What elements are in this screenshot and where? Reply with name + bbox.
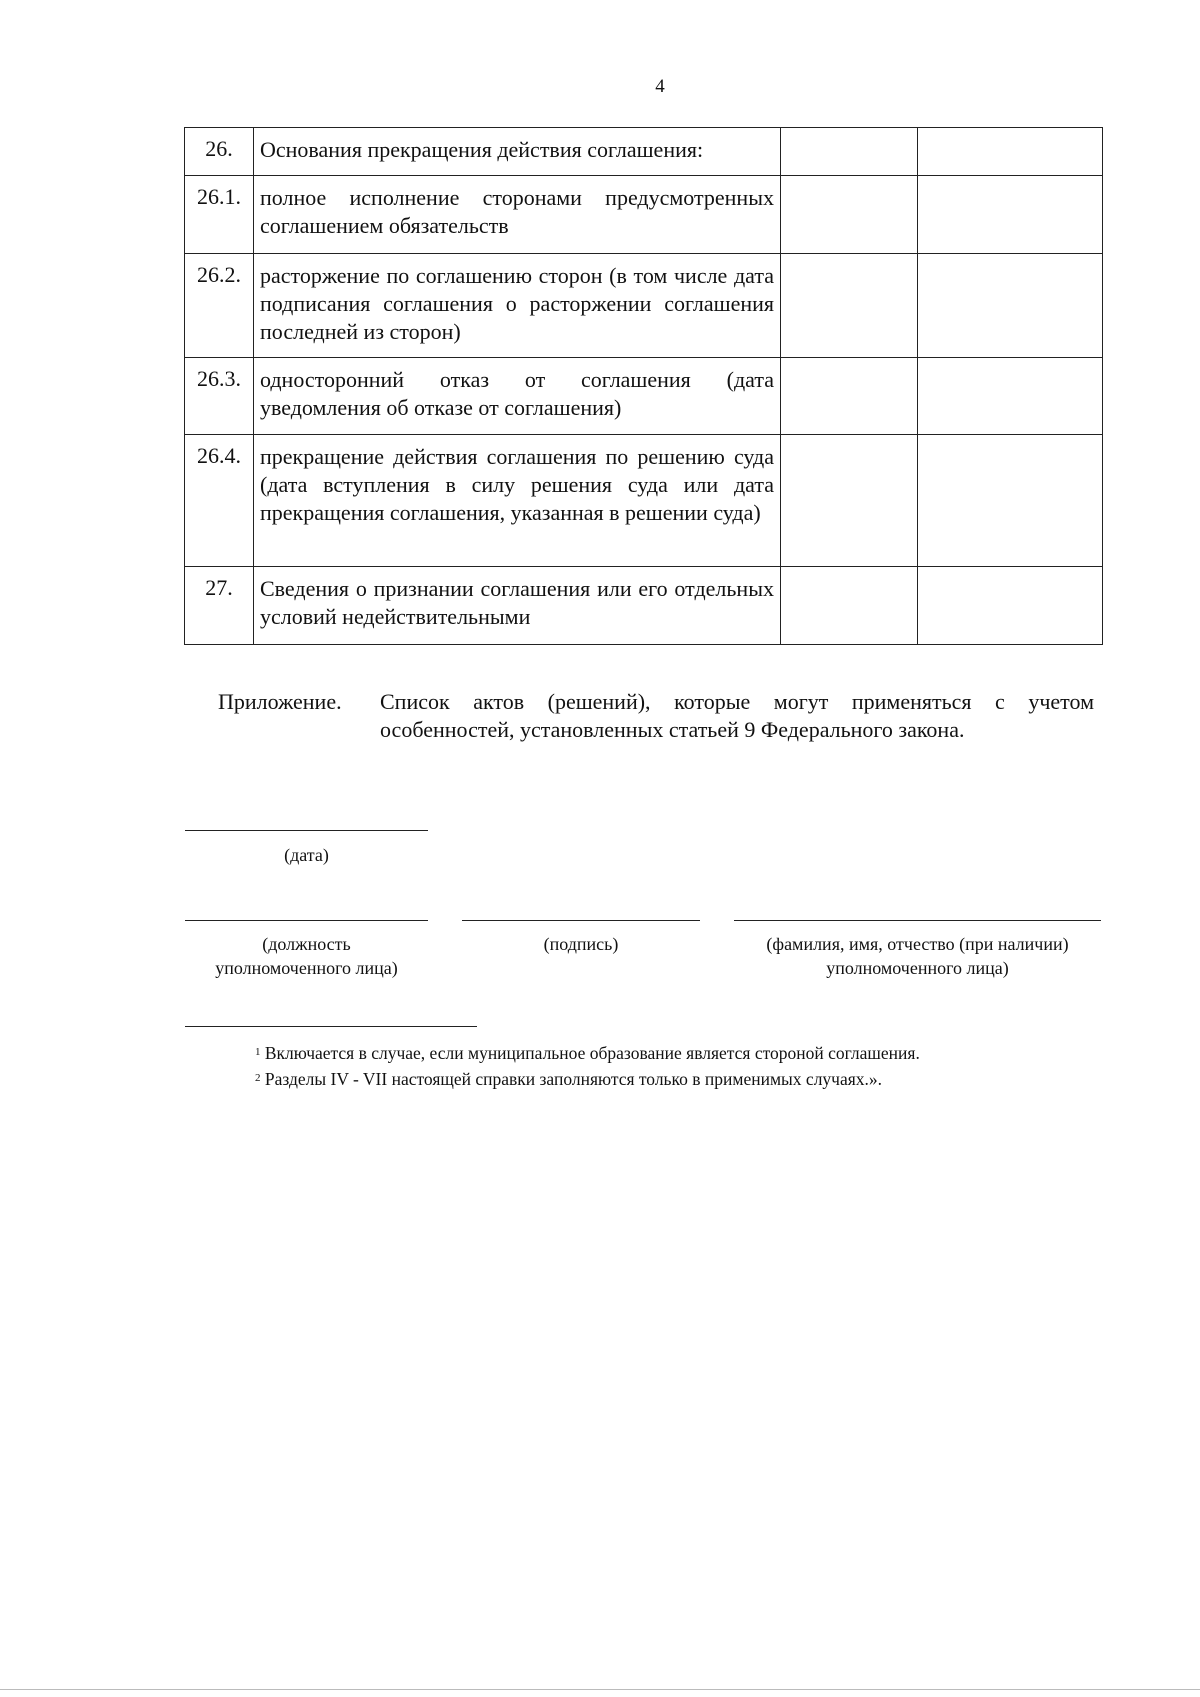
empty-cell (781, 435, 918, 567)
table-row (185, 435, 1103, 567)
empty-cell (781, 254, 918, 358)
row-description: односторонний отказ от соглашения (дата уведомления об отказе от соглашения) (254, 358, 781, 435)
row-description: Сведения о признании соглашения или его отдельных условий недействительными (254, 567, 781, 645)
footnote-mark: 2 (255, 1072, 261, 1084)
position-line (185, 920, 428, 921)
appendix-text: Список актов (решений), которые могут применяться с учетом особенностей, установленных статьей 9 Федерального закона. (380, 689, 1094, 742)
name-caption (734, 932, 1101, 980)
empty-cell (918, 254, 1103, 358)
agreement-termination-table (184, 127, 1103, 645)
empty-cell (781, 128, 918, 176)
position-caption-line-1: (должность (262, 934, 351, 954)
row-number: 26. (185, 128, 254, 176)
empty-cell (918, 128, 1103, 176)
date-caption: (дата) (284, 845, 329, 865)
footnote-text: Включается в случае, если муниципальное образование является стороной соглашения. (264, 1043, 920, 1063)
row-description: расторжение по соглашению сторон (в том числе дата подписания соглашения о расторжении соглашения последней из сторон) (254, 254, 781, 358)
row-number: 26.3. (185, 358, 254, 435)
table-row (185, 567, 1103, 645)
footnote-text: Разделы IV - VII настоящей справки заполняются только в применимых случаях.». (264, 1069, 883, 1089)
page-edge (0, 1689, 1200, 1690)
table-row (185, 254, 1103, 358)
empty-cell (781, 567, 918, 645)
appendix-label: Приложение. (218, 689, 342, 714)
table-row (185, 128, 1103, 176)
empty-cell (781, 176, 918, 254)
row-number: 26.2. (185, 254, 254, 358)
footnote-1 (255, 1040, 920, 1066)
signature-line (462, 920, 700, 921)
appendix-note (218, 688, 1094, 744)
name-caption-line-1: (фамилия, имя, отчество (при наличии) (766, 934, 1069, 954)
empty-cell (918, 358, 1103, 435)
position-caption (185, 932, 428, 980)
signature-caption: (подпись) (543, 934, 619, 954)
date-line (185, 830, 428, 831)
name-caption-line-2: уполномоченного лица) (826, 958, 1009, 978)
footnote-2 (255, 1066, 920, 1092)
row-number: 26.1. (185, 176, 254, 254)
row-number: 27. (185, 567, 254, 645)
row-description: Основания прекращения действия соглашения: (254, 128, 781, 176)
table-row (185, 358, 1103, 435)
row-description: полное исполнение сторонами предусмотренных соглашением обязательств (254, 176, 781, 254)
empty-cell (781, 358, 918, 435)
name-line (734, 920, 1101, 921)
footnotes (255, 1040, 920, 1092)
position-caption-line-2: уполномоченного лица) (215, 958, 398, 978)
empty-cell (918, 435, 1103, 567)
empty-cell (918, 567, 1103, 645)
row-number: 26.4. (185, 435, 254, 567)
page-number: 4 (655, 76, 665, 97)
footnote-mark: 1 (255, 1046, 261, 1058)
empty-cell (918, 176, 1103, 254)
row-description: прекращение действия соглашения по решению суда (дата вступления в силу решения суда или дата прекращения соглашения, указанная в решении суда) (254, 435, 781, 567)
footnote-separator (185, 1026, 477, 1027)
table-row (185, 176, 1103, 254)
